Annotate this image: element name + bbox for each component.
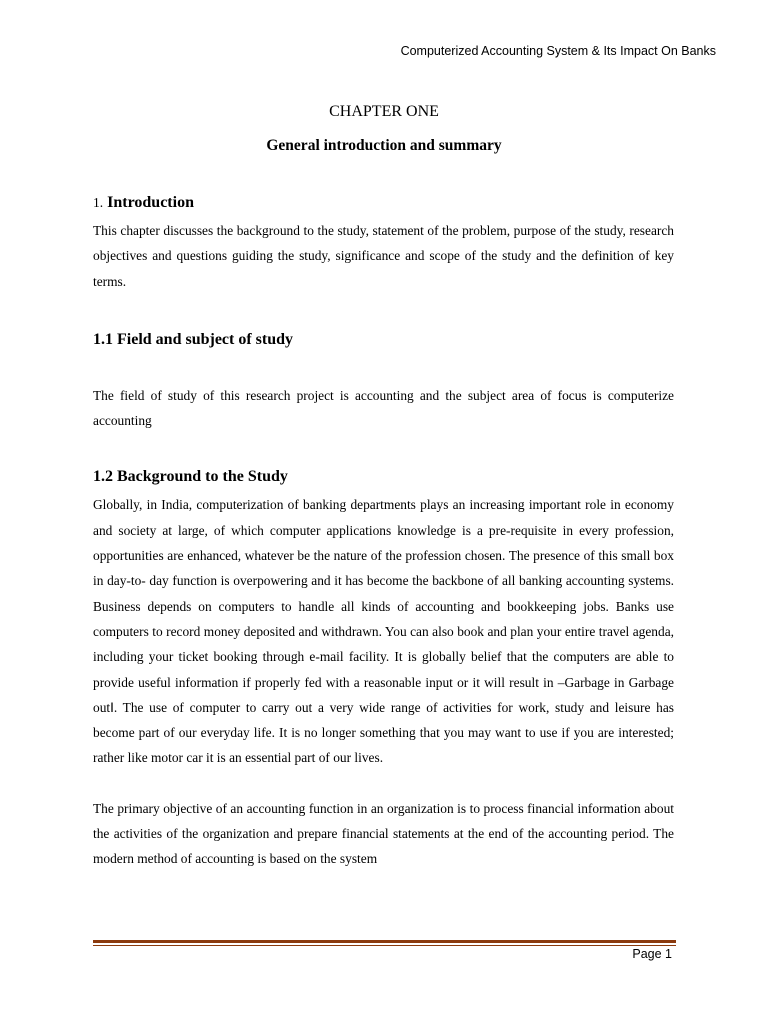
field-paragraph: The field of study of this research project is accounting and the subject area of focus is computerize accounting	[93, 387, 674, 429]
section-heading-introduction	[93, 188, 674, 218]
section-number: 1.	[93, 195, 104, 210]
footer-divider-thick	[93, 940, 676, 943]
section-heading-background: 1.2 Background to the Study	[93, 468, 288, 486]
footer-divider	[93, 940, 676, 946]
chapter-title: CHAPTER ONE	[329, 103, 439, 120]
body-content	[93, 188, 674, 872]
running-header: Computerized Accounting System & Its Impact On Banks	[400, 44, 716, 58]
footer-divider-thin	[93, 945, 676, 946]
background-paragraph-2: The primary objective of an accounting function in an organization is to process financial information about the activities of the organization and prepare financial statements at the end of the accounting period. The modern method of accounting is based on the system	[93, 800, 674, 867]
section-title: Introduction	[107, 194, 194, 211]
background-paragraph-1: Globally, in India, computerization of banking departments plays an increasing important role in economy and society at large, of which computer applications knowledge is a pre-requisite in every profession, opportunities are enhanced, whatever be the nature of the profession chosen. The presence of this small box in day-to- day function is overpowering and it has become the backbone of all banking accounting systems. Business depends on computers to handle all kinds of accounting and bookkeeping jobs. Banks use computers to record money deposited and withdrawn. You can also book and plan your entire travel agenda, including your ticket booking through e-mail facility. It is globally belief that the computers are able to provide useful information if properly fed with a reasonable input or it will result in –Garbage in Garbage out‖. The use of computer to carry out a very wide range of activities for work, study and leisure has become part of our everyday life. It is no longer something that you may want to use if you are interested; rather like motor car it is an essential part of our lives.	[93, 497, 674, 766]
introduction-paragraph: This chapter discusses the background to the study, statement of the problem, purpose of the study, research objectives and questions guiding the study, significance and scope of the study and the definition of key terms.	[93, 223, 674, 289]
section-heading-field: 1.1 Field and subject of study	[93, 330, 294, 348]
page-number: Page 1	[632, 947, 672, 961]
chapter-subtitle: General introduction and summary	[266, 137, 502, 154]
